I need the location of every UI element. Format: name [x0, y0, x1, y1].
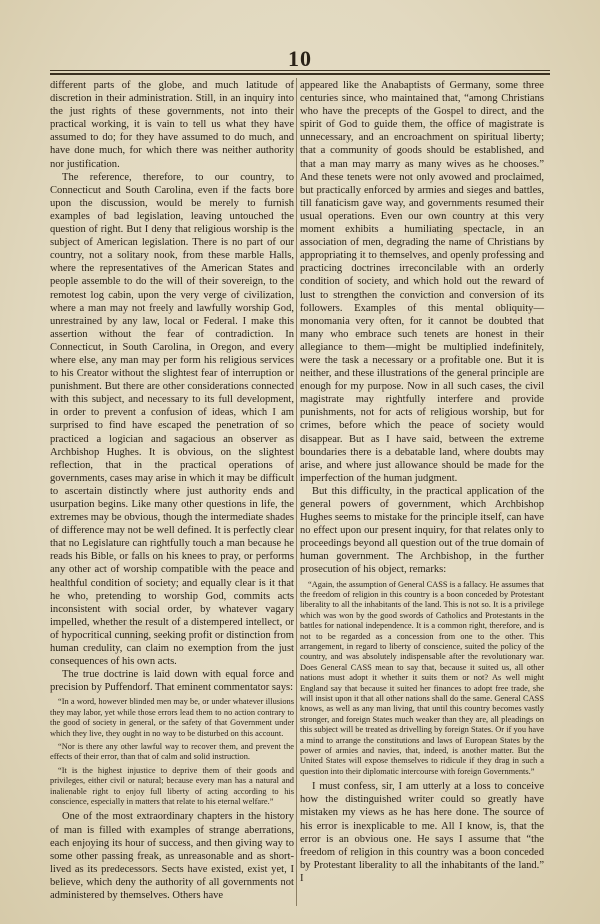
block-quote: “Nor is there any other lawful way to recover them, and prevent the effects of their error, than that of calm and solid instruction.: [50, 742, 294, 762]
body-paragraph: different parts of the globe, and much latitude of discretion in their administration. Still, in an inquiry into the just rights of these governments, not into their practical working, it is vain to tell us what they have assumed to do; for they have assumed to do much, and have done much, for which there was neither authority nor justification.: [50, 80, 294, 170]
body-paragraph: The reference, therefore, to our country, to Connecticut and South Carolina, even if the facts bore upon the discussion, would be merely to furnish examples of bad legislation, leaving untouched the question of right. But I deny that religious worship is the subject of American legislation. There is no part of our country, not a solitary nook, from these marble Halls, where the representatives of the American States and people assemble to do the will of their sovereign, to the remotest log cabin, upon the very verge of civilization, where a man may not freely and lawfully worship God, unrestrained by any law, local or Federal. I make this assertion without the fear of contradiction. In Connecticut, in South Carolina, in Oregon, and every where else, any man may per form his religious services to his Creator without the slightest fear of interruption or punishment. But there are other considerations connected with this subject, and necessary to its full development, in order to prevent a confusion of ideas, which I am surprised to find have escaped the penetration of so practiced a logician and sagacious an observer as Archbishop Hughes. It is obvious, on the slightest reflection, that in the practical operations of governments, cases may arise in which it may be difficult to ascertain distinctly where just authority ends and usurpation begins. Like many other questions in life, the extremes may be obvious, though the intermediate shades of difference may not be well defined. It is perfectly clear that no Legislature can rightfully touch a man because he reads his Bible, or falls on his knees to pray, or performs any other act of worship compatible with the peace and healthful condition of society; and equally clear is it that he who, pretending to worship God, commits acts inconsistent with social order, by whatever vagary impelled, whether the result of a distempered intellect, or of hypocritical cunning, seeking profit or distinction from human credulity, can claim no exemption from the just consequences of his own acts.: [50, 171, 294, 668]
block-quote: “It is the highest injustice to deprive them of their goods and privileges, either civil or natural; because every man has a natural and inalienable right to enjoy full liberty of acting according to his conscience, especially in matters that relate to his eternal welfare.”: [50, 765, 294, 807]
column-divider: [296, 78, 297, 906]
header-rule-thick: [50, 73, 550, 75]
block-quote: “In a word, however blinded men may be, or under whatever illusions they may labor, yet while those errors lead them to no action contrary to the good of society in general, or the safety of that Government under which they live, they ought in no way to be disturbed on this account.: [50, 697, 294, 738]
body-paragraph: I must confess, sir, I am utterly at a loss to conceive how the distinguished writer could so greatly have mistaken my views as he has here done. The source of his error is inexplicable to me. All I know, is, that the error is an obvious one. He says I assume that “the freedom of religion in this country was a boon conceded by Protestant liberality to all the inhabitants of the land.” I: [300, 781, 544, 884]
left-column: [50, 79, 294, 902]
header-rule: [50, 70, 550, 71]
body-paragraph: But this difficulty, in the practical application of the general powers of government, which Archbishop Hughes seems to mistake for the principle itself, can have no effect upon our present inquiry, for that relates only to proceedings beyond all question out of the true domain of human government. The Archbishop, in the further prosecution of his object, remarks:: [300, 485, 544, 576]
body-paragraph: The true doctrine is laid down with equal force and precision by Puffendorf. That eminent commentator says:: [50, 669, 294, 694]
right-column: [300, 79, 544, 885]
block-quote: “Again, the assumption of General CASS is a fallacy. He assumes that the freedom of religion in this country is a boon conceded by Protestant liberality to all the inhabitants of the land. This is not so. It is a privilege which was won by the good swords of Catholics and Protestants in the battles for national independence. It is a common right, therefore, and is not to be regarded as a concession from one to the other. This arrangement, in regard to liberty of conscience, suited the policy of the country, and was absolutely indispensable after the revolutionary war. Does General CASS mean to say that, because it suited us, all other nations must adopt it whether it suits them or not? As well might England say that because it suited her finances to adopt free trade, she will insist upon it that all other nations shall do the same. General CASS knows, as well as any man living, that until this country becomes vastly stronger, and foreign States much weaker than they are, all pleadings on this subject will be treated as drivelling by foreign States. Or if you have a mind to arrange the constitutions and laws of European States by the power of armies and navies, that, indeed, is another matter. But the United States will expose themselves to ridicule if they drag in such a question into their diplomatic intercourse with foreign Governments.”: [300, 579, 544, 776]
page-number: 10: [288, 46, 312, 71]
body-paragraph: appeared like the Anabaptists of Germany, some three centuries since, who maintained that, “among Christians who have the precepts of the Gospel to direct, and the spirit of God to guide them, the office of magistrate is unnecessary, and an encroachment on spiritual liberty; that a community of goods should be established, and that a man may marry as many wives as he chooses.” And these tenets were not only avowed and proclaimed, but practically enforced by armies and sieges and battles, till fanaticism gave way, and governments resumed their usual operations. Even our own country at this very moment exhibits a humiliating spectacle, in an association of men, degrading the name of Christians by appropriating it to themselves, and openly professing and practicing doctrines irreconcilable with an orderly condition of society, and which hold out the reward of lust to strengthen the conviction and conversion of its followers. Examples of this mental obliquity—monomania very often, for it cannot be doubted that many who embrace such tenets are honest in their allegiance to them—might be multiplied indefinitely, were the task a necessary or a profitable one. But it is neither, and these illustrations of the general principle are enough for my purpose. Now in all such cases, the civil magistrate may rightfully interfere and provide punishments, not for acts of religious worship, but for crimes, before which the peace of society would disappear. But as I have said, between the extreme boundaries there is a debatable land, where doubts may arise, and where just allowance should be made for the imperfection of the human judgment.: [300, 80, 544, 484]
body-paragraph: One of the most extraordinary chapters in the history of man is filled with examples of strange aberrations, each enjoying its hour of success, and then giving way to some other passing freak, as unreasonable and as short-lived as its predecessors. Sects have existed, exist yet, I believe, which deny the authority of all governments not administered by themselves. Others have: [50, 811, 294, 902]
